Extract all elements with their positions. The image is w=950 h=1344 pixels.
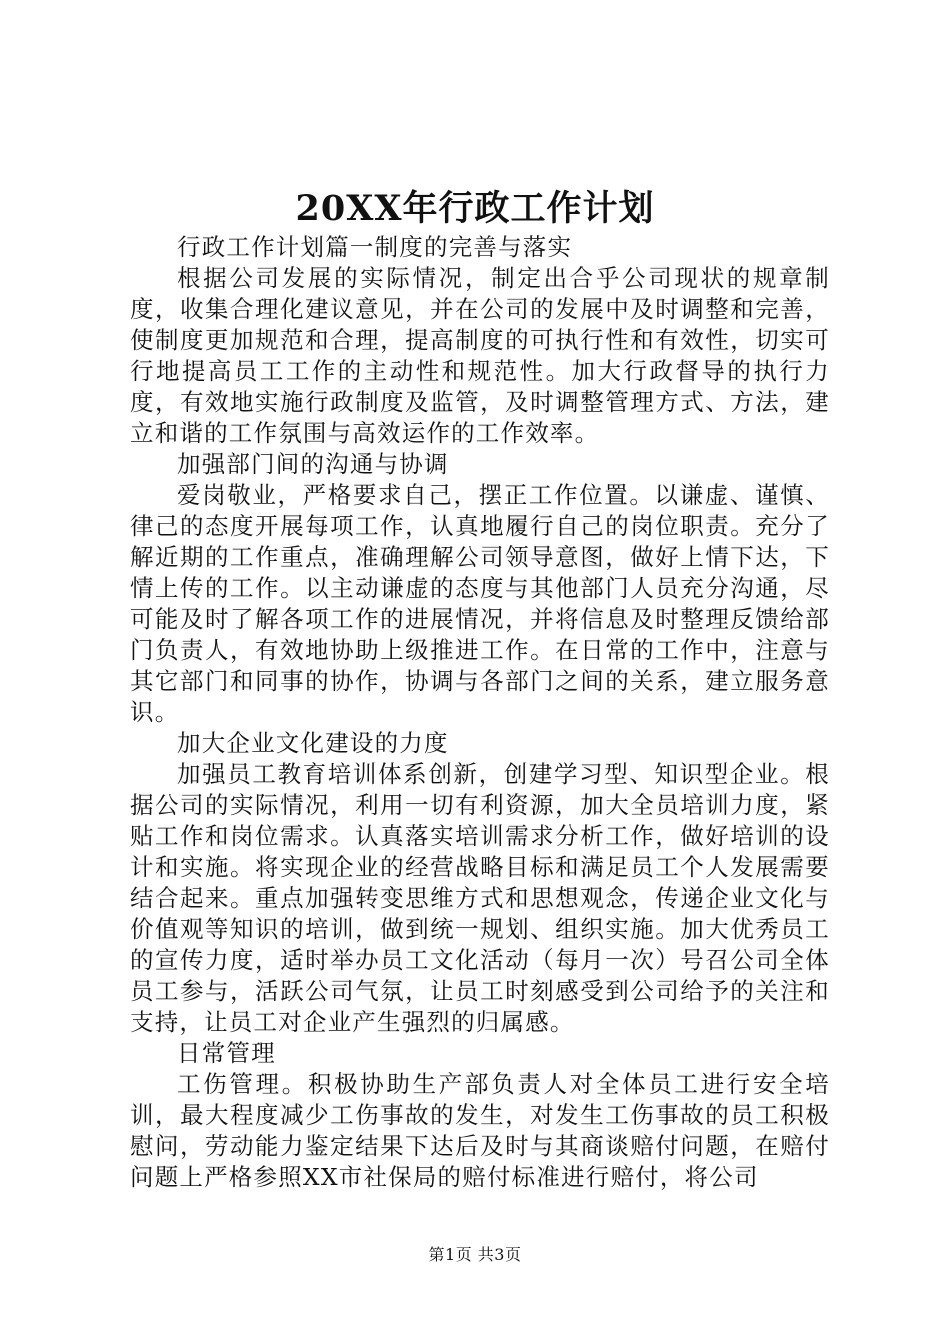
- section-paragraph: 爱岗敬业，严格要求自己，摆正工作位置。以谦虚、谨慎、律己的态度开展每项工作，认真地履行自己的岗位职责。充分了解近期的工作重点，准确理解公司领导意图，做好上情下达，下情上传的工作。以主动谦虚的态度与其他部门人员充分沟通，尽可能及时了解各项工作的进展情况，并将信息及时整理反馈给部门负责人，有效地协助上级推进工作。在日常的工作中，注意与其它部门和同事的协作，协调与各部门之间的关系，建立服务意识。: [130, 481, 830, 726]
- section-paragraph: 加强员工教育培训体系创新，创建学习型、知识型企业。根据公司的实际情况，利用一切有利资源，加大全员培训力度，紧贴工作和岗位需求。认真落实培训需求分析工作，做好培训的设计和实施。将实现企业的经营战略目标和满足员工个人发展需要结合起来。重点加强转变思维方式和思想观念，传递企业文化与价值观等知识的培训，做到统一规划、组织实施。加大优秀员工的宣传力度，适时举办员工文化活动（每月一次）号召公司全体员工参与，活跃公司气氛，让员工时刻感受到公司给予的关注和支持，让员工对企业产生强烈的归属感。: [130, 760, 830, 1036]
- section-heading: 行政工作计划篇一制度的完善与落实: [177, 233, 573, 261]
- section-paragraph: 工伤管理。积极协助生产部负责人对全体员工进行安全培训，最大程度减少工伤事故的发生，对发生工伤事故的员工积极慰问，劳动能力鉴定结果下达后及时与其商谈赔付问题，在赔付问题上严格参照XX市社保局的赔付标准进行赔付，将公司: [130, 1070, 830, 1191]
- document-body: [130, 232, 830, 1193]
- document-title: 20XX年行政工作计划: [295, 188, 655, 229]
- section-heading: 加大企业文化建设的力度: [177, 729, 449, 757]
- page-number: 第1页 共3页: [428, 1245, 522, 1264]
- section-paragraph: 根据公司发展的实际情况，制定出合乎公司现状的规章制度，收集合理化建议意见，并在公司的发展中及时调整和完善，使制度更加规范和合理，提高制度的可执行性和有效性，切实可行地提高员工工作的主动性和规范性。加大行政督导的执行力度，有效地实施行政制度及监管，及时调整管理方式、方法，建立和谐的工作氛围与高效运作的工作效率。: [130, 264, 830, 447]
- section-heading: 日常管理: [177, 1039, 276, 1067]
- section-heading: 加强部门间的沟通与协调: [177, 450, 449, 478]
